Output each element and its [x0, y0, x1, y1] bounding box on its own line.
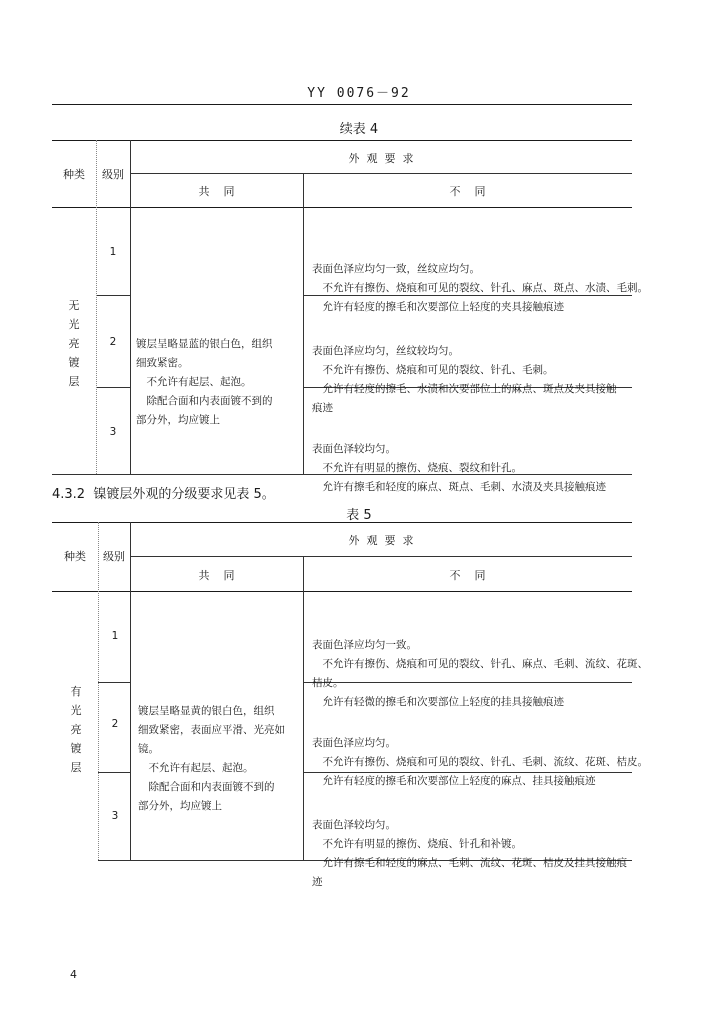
section-text: 4.3.2 镍镀层外观的分级要求见表 5。: [52, 487, 275, 502]
header-common: 共 同: [198, 185, 235, 198]
header-different: 不 同: [449, 185, 486, 198]
header-different: 不 同: [449, 569, 486, 582]
grade-requirements: 表面色泽应均匀，丝纹较均匀。 不允许有擦伤、烧痕和可见的裂纹、针孔、毛刺。 允许有轻度的擦毛、水渍和次要部位上的麻点、斑点及夹具接触 痕迹: [312, 345, 617, 414]
header-grade: 级别: [103, 550, 125, 563]
grade-label: 1: [109, 246, 117, 258]
grade-requirements: 表面色泽较均匀。 不允许有明显的擦伤、烧痕、针孔和补镀。 允许有擦毛和轻度的麻点、毛刺、流纹、花斑、桔皮及挂具接触痕 迹: [312, 819, 627, 888]
header-appearance: 外 观 要 求: [348, 152, 414, 165]
header-common: 共 同: [198, 569, 235, 582]
header-rule: [52, 104, 632, 105]
header-grade: 级别: [102, 168, 124, 181]
header-appearance: 外 观 要 求: [348, 534, 414, 547]
table4-caption: 续表 4: [339, 122, 379, 137]
grade-label: 3: [109, 426, 117, 438]
header-kind: 种类: [63, 168, 85, 181]
table5-caption: 表 5: [346, 508, 372, 523]
common-requirements: 镀层呈略显蓝的银白色，组织 细致紧密。 不允许有起层、起泡。 除配合面和内表面镀不到的 部分外，均应镀上: [136, 338, 273, 426]
grade-requirements: 表面色泽应均匀一致，丝纹应均匀。 不允许有擦伤、烧痕和可见的裂纹、针孔、麻点、斑点、水渍、毛刺。 允许有轻度的擦毛和次要部位上轻度的夹具接触痕迹: [312, 263, 648, 313]
grade-label: 1: [111, 630, 119, 642]
grade-requirements: 表面色泽较均匀。 不允许有明显的擦伤、烧痕、裂纹和针孔。 允许有擦毛和轻度的麻点、斑点、毛刺、水渍及夹具接触痕迹: [312, 443, 606, 493]
grade-requirements: 表面色泽应均匀一致。 不允许有擦伤、烧痕和可见的裂纹、针孔、麻点、毛刺、流纹、花斑、 桔皮。 允许有轻微的擦毛和次要部位上轻度的挂具接触痕迹: [312, 639, 648, 708]
grade-label: 2: [111, 718, 119, 730]
standard-code: YY 0076－92: [307, 86, 411, 101]
page-number: 4: [70, 968, 77, 981]
grade-label: 3: [111, 810, 119, 822]
kind-label-matte: 无 光 亮 镀 层: [68, 299, 80, 388]
kind-label-bright: 有 光 亮 镀 层: [70, 685, 82, 774]
grade-label: 2: [109, 336, 117, 348]
header-kind: 种类: [64, 550, 86, 563]
common-requirements: 镀层呈略显黄的银白色，组织 细致紧密，表面应平滑、光亮如 镜。 不允许有起层、起泡。 除配合面和内表面镀不到的 部分外，均应镀上: [138, 705, 285, 812]
grade-requirements: 表面色泽应均匀。 不允许有擦伤、烧痕和可见的裂纹、针孔、毛刺、流纹、花斑、桔皮。 允许有轻度的擦毛和次要部位上轻度的麻点、挂具接触痕迹: [312, 737, 648, 787]
